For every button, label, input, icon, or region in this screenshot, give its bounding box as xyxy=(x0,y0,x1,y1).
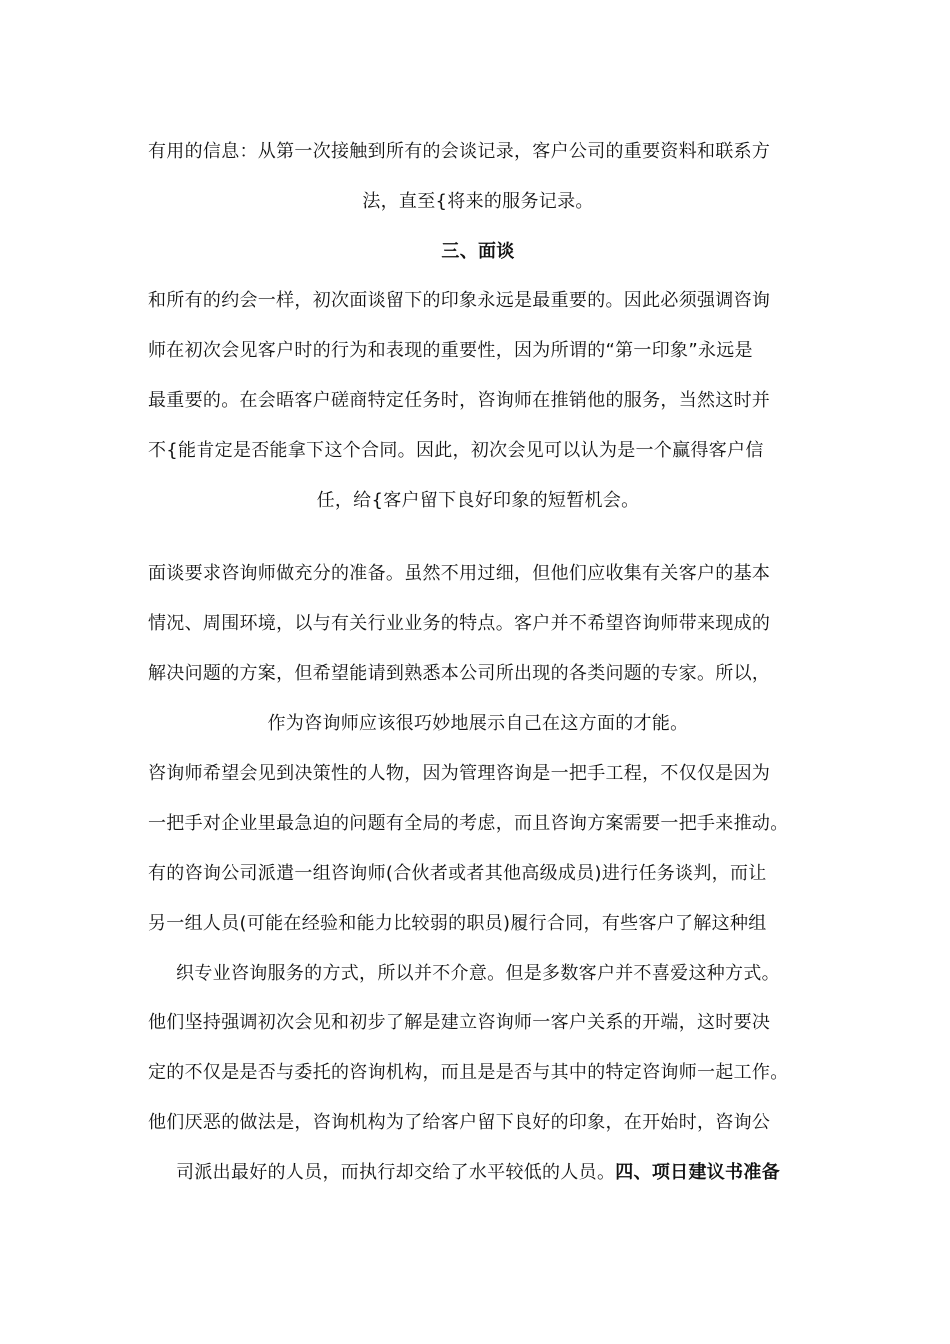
body-line-1: 有用的信息：从第一次接触到所有的会谈记录，客户公司的重要资料和联系方 xyxy=(148,141,771,162)
inline-section-heading: 四、项日建议书准备 xyxy=(615,1162,780,1183)
section-heading-3: 三、面谈 xyxy=(441,241,515,262)
body-line-19: 定的不仅是是否与委托的咨询机构，而且是是否与其中的特定咨询师一起工作。 xyxy=(148,1062,789,1083)
body-line-8: 任，给{客户留下良好印象的短暂机会。 xyxy=(316,490,640,511)
body-line-20: 他们厌恶的做法是，咨询机构为了给客户留下良好的印象，在开始时，咨询公 xyxy=(148,1112,771,1133)
body-line-18: 他们坚持强调初次会见和初步了解是建立咨询师一客户关系的开端，这时要决 xyxy=(148,1012,771,1033)
body-line-21-text: 司派出最好的人员，而执行却交给了水平较低的人员。 xyxy=(176,1162,616,1183)
body-line-2: 法，直至{将来的服务记录。 xyxy=(362,191,594,212)
body-line-13: 咨询师希望会见到决策性的人物，因为管理咨询是一把手工程，不仅仅是因为 xyxy=(148,763,771,784)
body-line-21 xyxy=(148,1161,808,1185)
body-line-10: 情况、周围环境，以与有关行业业务的特点。客户并不希望咨询师带来现成的 xyxy=(148,613,771,634)
body-line-9: 面谈要求咨询师做充分的准备。虽然不用过细，但他们应收集有关客户的基本 xyxy=(148,563,771,584)
body-line-17: 织专业咨询服务的方式，所以并不介意。但是多数客户并不喜爱这种方式。 xyxy=(176,963,780,984)
body-line-11: 解决问题的方案，但希望能请到熟悉本公司所出现的各类问题的专家。所以， xyxy=(148,663,771,684)
body-line-12: 作为咨询师应该很巧妙地展示自己在这方面的才能。 xyxy=(267,713,689,734)
body-line-7: 不{能肯定是否能拿下这个合同。因此，初次会见可以认为是一个赢得客户信 xyxy=(148,440,764,461)
body-line-14: 一把手对企业里最急迫的问题有全局的考虑，而且咨询方案需要一把手来推动。 xyxy=(148,813,789,834)
body-line-4: 和所有的约会一样，初次面谈留下的印象永远是最重要的。因此必须强调咨询 xyxy=(148,290,771,311)
body-line-6: 最重要的。在会晤客户磋商特定任务时，咨询师在推销他的服务，当然这时并 xyxy=(148,390,771,411)
body-line-5: 师在初次会见客户时的行为和表现的重要性，因为所谓的“第一印象”永远是 xyxy=(148,340,753,361)
body-line-15: 有的咨询公司派遣一组咨询师(合伙者或者其他高级成员)进行任务谈判，而让 xyxy=(148,863,767,884)
body-line-16: 另一组人员(可能在经验和能力比较弱的职员)履行合同，有些客户了解这种组 xyxy=(148,913,767,934)
